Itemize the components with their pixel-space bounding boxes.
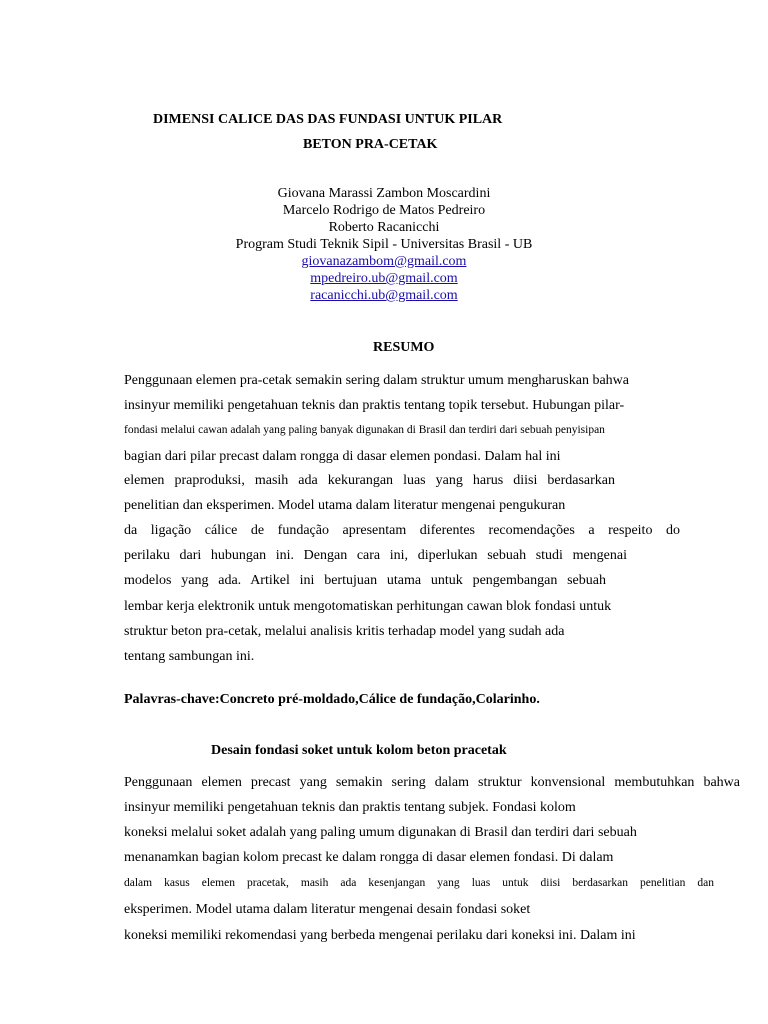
resumo-line-5: elemen praproduksi, masih ada kekurangan luas yang harus diisi berdasarkan — [124, 473, 615, 488]
resumo-line-4: bagian dari pilar precast dalam rongga di dasar elemen pondasi. Dalam hal ini — [124, 449, 561, 464]
author-1: Giovana Marassi Zambon Moscardini — [277, 186, 491, 201]
affiliation: Program Studi Teknik Sipil - Universitas Brasil - UB — [235, 237, 533, 252]
resumo-line-2: insinyur memiliki pengetahuan teknis dan praktis tentang topik tersebut. Hubungan pilar- — [124, 398, 625, 413]
abstract-heading: Desain fondasi soket untuk kolom beton pracetak — [211, 743, 507, 758]
keywords: Palavras-chave:Concreto pré-moldado,Cálice de fundação,Colarinho. — [124, 692, 540, 707]
abstract-line-7: koneksi memiliki rekomendasi yang berbeda mengenai perilaku dari koneksi ini. Dalam ini — [124, 928, 636, 943]
resumo-line-9: modelos yang ada. Artikel ini bertujuan utama untuk pengembangan sebuah — [124, 573, 606, 588]
resumo-heading: RESUMO — [373, 340, 435, 355]
resumo-line-10: lembar kerja elektronik untuk mengotomatiskan perhitungan cawan blok fondasi untuk — [124, 599, 612, 614]
resumo-line-6: penelitian dan eksperimen. Model utama dalam literatur mengenai pengukuran — [124, 498, 566, 513]
email-1[interactable] — [0, 254, 768, 270]
resumo-line-8: perilaku dari hubungan ini. Dengan cara ini, diperlukan sebuah studi mengenai — [124, 548, 627, 563]
email-link-1[interactable]: giovanazambom@gmail.com — [301, 254, 467, 269]
resumo-line-12: tentang sambungan ini. — [124, 649, 255, 664]
author-3: Roberto Racanicchi — [328, 220, 440, 235]
abstract-line-5: dalam kasus elemen pracetak, masih ada kesenjangan yang luas untuk diisi berdasarkan penelitian dan — [124, 877, 714, 889]
abstract-line-4: menanamkan bagian kolom precast ke dalam rongga di dasar elemen fondasi. Di dalam — [124, 850, 614, 865]
abstract-line-1: Penggunaan elemen precast yang semakin sering dalam struktur konvensional membutuhkan bahwa — [124, 775, 740, 790]
resumo-line-1: Penggunaan elemen pra-cetak semakin sering dalam struktur umum mengharuskan bahwa — [124, 373, 630, 388]
abstract-line-3: koneksi melalui soket adalah yang paling umum digunakan di Brasil dan terdiri dari sebuah — [124, 825, 637, 840]
email-link-2[interactable]: mpedreiro.ub@gmail.com — [310, 271, 458, 286]
resumo-line-3: fondasi melalui cawan adalah yang paling banyak digunakan di Brasil dan terdiri dari sebuah penyisipan — [124, 424, 605, 436]
resumo-line-7: da ligação cálice de fundação apresentam diferentes recomendações a respeito do — [124, 523, 680, 538]
abstract-line-6: eksperimen. Model utama dalam literatur mengenai desain fondasi soket — [124, 902, 531, 917]
email-3[interactable] — [0, 288, 768, 304]
email-link-3[interactable]: racanicchi.ub@gmail.com — [310, 288, 458, 303]
title-line-1: DIMENSI CALICE DAS DAS FUNDASI UNTUK PILAR — [153, 112, 503, 127]
email-2[interactable] — [0, 271, 768, 287]
resumo-line-11: struktur beton pra-cetak, melalui analisis kritis terhadap model yang sudah ada — [124, 624, 565, 639]
author-2: Marcelo Rodrigo de Matos Pedreiro — [282, 203, 486, 218]
abstract-line-2: insinyur memiliki pengetahuan teknis dan praktis tentang subjek. Fondasi kolom — [124, 800, 576, 815]
title-line-2: BETON PRA-CETAK — [303, 137, 438, 152]
